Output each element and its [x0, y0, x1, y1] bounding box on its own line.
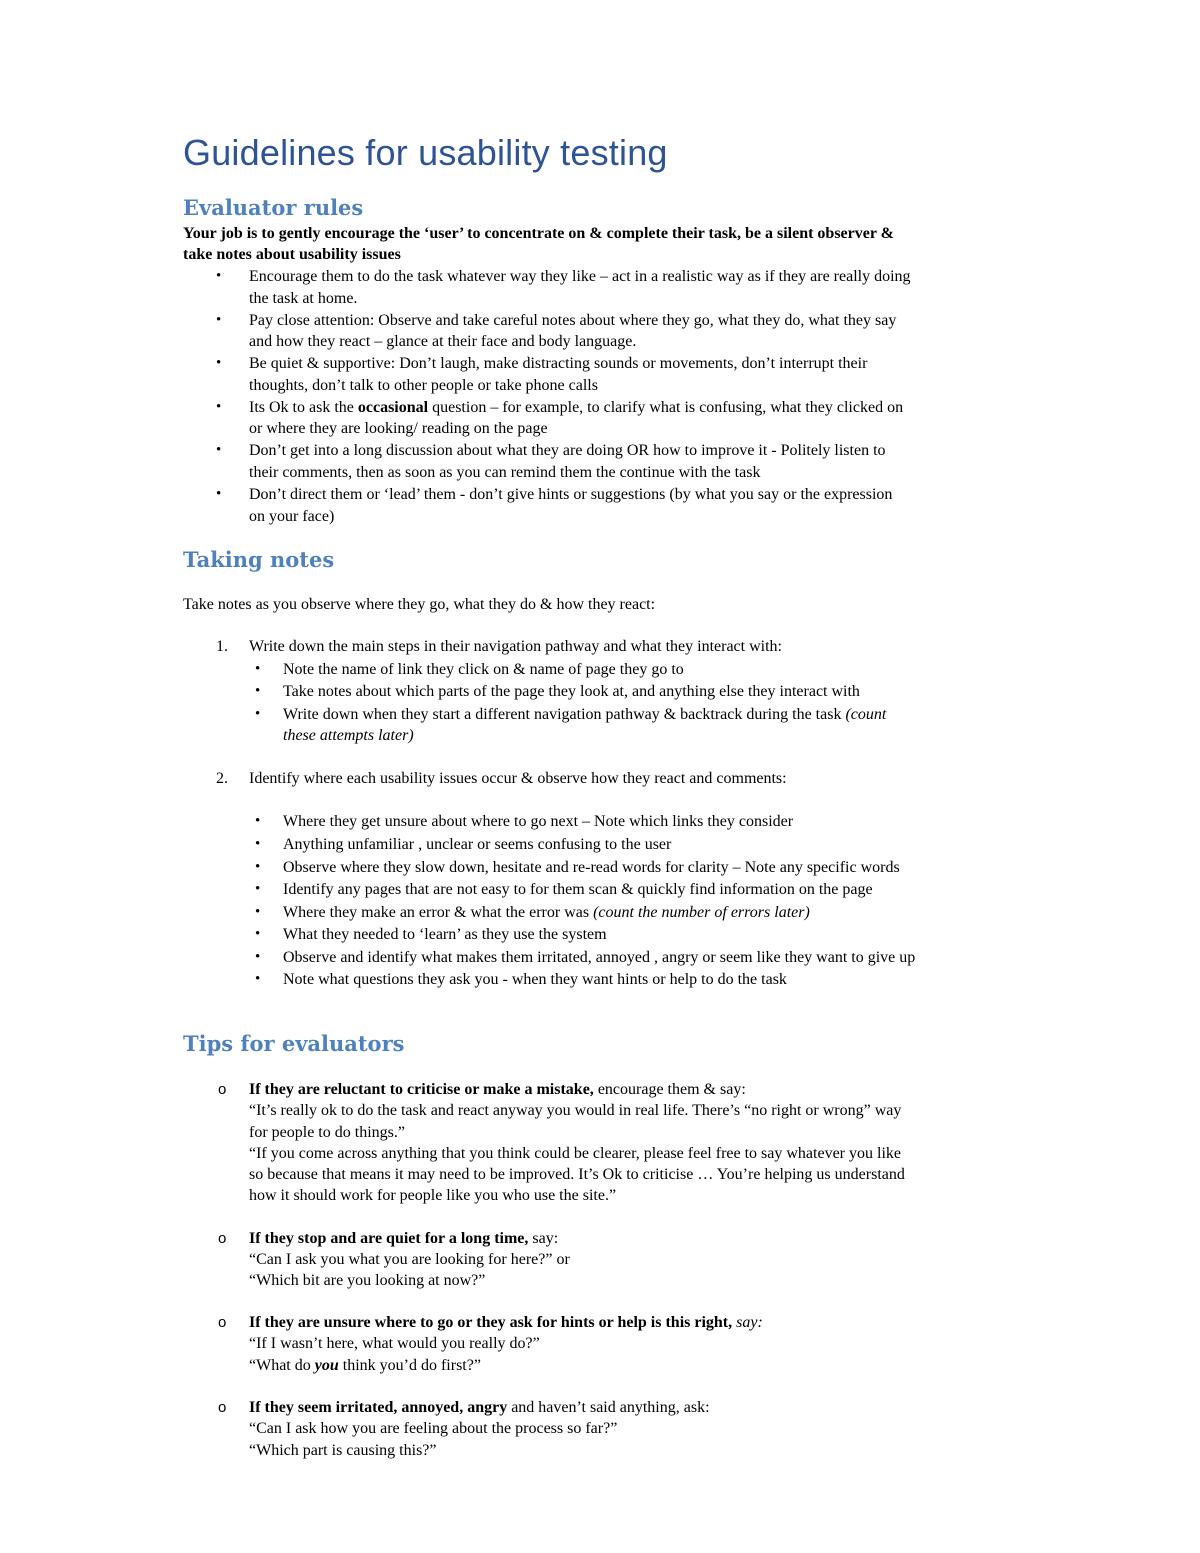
circle-bullet-icon: o [218, 1230, 227, 1247]
tip-1-line-4: so because that means it may need to be improved. It’s Ok to criticise … You’re helping us understand [249, 1166, 905, 1183]
step-2-bullet-8: Note what questions they ask you - when they want hints or help to do the task [283, 971, 787, 988]
circle-bullet-icon: o [218, 1081, 227, 1098]
heading-taking-notes: Taking notes [183, 547, 335, 572]
tip-1-line-5: how it should work for people like you who use the site.” [249, 1187, 617, 1204]
step-1-bullet-3-note-2: these attempts later) [283, 727, 414, 744]
rule-4-line-1 [249, 397, 903, 419]
tip-4-line-2: “Which part is causing this?” [249, 1442, 437, 1459]
bullet-icon: • [216, 312, 222, 328]
rule-6-line-2: on your face) [249, 508, 335, 525]
step-1-bullet-3-line-2 [283, 725, 414, 747]
rule-4-line-2: or where they are looking/ reading on the page [249, 420, 548, 437]
step-2-bullet-5 [283, 902, 810, 924]
tip-1-bold: If they are reluctant to criticise or make a mistake, [249, 1081, 594, 1098]
step-2-bullet-2: Anything unfamiliar , unclear or seems confusing to the user [283, 836, 672, 853]
heading-tips-for-evaluators: Tips for evaluators [183, 1031, 405, 1056]
step-2-number: 2. [216, 770, 228, 787]
tip-4-heading [249, 1397, 710, 1419]
bullet-icon: • [255, 971, 261, 987]
step-2-bullet-7: Observe and identify what makes them irritated, annoyed , angry or seem like they want to give up [283, 949, 916, 966]
page-title: Guidelines for usability testing [183, 132, 668, 173]
step-1-bullet-3-note: (count [845, 706, 887, 723]
step-2-text: Identify where each usability issues occur & observe how they react and comments: [249, 770, 787, 787]
rule-4-text-a: Its Ok to ask the [249, 399, 358, 416]
evaluator-intro-line-2: take notes about usability issues [183, 246, 401, 263]
step-1-bullet-2: Take notes about which parts of the page they look at, and anything else they interact with [283, 683, 860, 700]
step-2-bullet-4: Identify any pages that are not easy to for them scan & quickly find information on the page [283, 881, 873, 898]
tip-1-line-1: “It’s really ok to do the task and react anyway you would in real life. There’s “no right or wrong” way [249, 1102, 902, 1119]
tip-3-line-1: “If I wasn’t here, what would you really do?” [249, 1335, 540, 1352]
step-1-bullet-1: Note the name of link they click on & name of page they go to [283, 661, 684, 678]
bullet-icon: • [216, 355, 222, 371]
bullet-icon: • [255, 706, 261, 722]
tip-4-bold: If they seem irritated, annoyed, angry [249, 1399, 508, 1416]
tip-1-heading [249, 1079, 746, 1101]
bullet-icon: • [255, 859, 261, 875]
bullet-icon: • [255, 881, 261, 897]
step-2-bullet-5-text: Where they make an error & what the error was [283, 904, 594, 921]
bullet-icon: • [255, 683, 261, 699]
rule-5-line-2: their comments, then as soon as you can remind them the continue with the task [249, 464, 761, 481]
bullet-icon: • [255, 949, 261, 965]
step-2-bullet-1: Where they get unsure about where to go next – Note which links they consider [283, 813, 794, 830]
rule-1-line-1: Encourage them to do the task whatever way they like – act in a realistic way as if they are really doing [249, 268, 911, 285]
rule-2-line-1: Pay close attention: Observe and take careful notes about where they go, what they do, what they say [249, 312, 897, 329]
tip-2-line-1: “Can I ask you what you are looking for here?” or [249, 1251, 570, 1268]
tip-1-rest: encourage them & say: [593, 1081, 746, 1098]
bullet-icon: • [216, 399, 222, 415]
bullet-icon: • [255, 926, 261, 942]
step-2-bullet-5-note: (count the number of errors later) [593, 904, 810, 921]
tip-3-rest: say: [732, 1314, 763, 1331]
rule-3-line-2: thoughts, don’t talk to other people or take phone calls [249, 377, 598, 394]
tip-2-heading [249, 1228, 558, 1250]
circle-bullet-icon: o [218, 1399, 227, 1416]
bullet-icon: • [216, 268, 222, 284]
step-1-bullet-3 [283, 704, 886, 726]
circle-bullet-icon: o [218, 1314, 227, 1331]
tip-3-line-2-emphasis: you [314, 1357, 339, 1374]
bullet-icon: • [255, 904, 261, 920]
rule-2-line-2: and how they react – glance at their face and body language. [249, 333, 637, 350]
bullet-icon: • [255, 813, 261, 829]
step-2-bullet-3: Observe where they slow down, hesitate and re-read words for clarity – Note any specific words [283, 859, 900, 876]
tip-3-line-2-a: “What do [249, 1357, 315, 1374]
step-1-number: 1. [216, 638, 228, 655]
tip-3-bold: If they are unsure where to go or they ask for hints or help is this right, [249, 1314, 733, 1331]
taking-notes-intro: Take notes as you observe where they go, what they do & how they react: [183, 596, 656, 613]
rule-5-line-1: Don’t get into a long discussion about what they are doing OR how to improve it - Politely listen to [249, 442, 886, 459]
rule-4-emphasis: occasional [357, 399, 429, 416]
evaluator-intro-line-1: Your job is to gently encourage the ‘user’ to concentrate on & complete their task, be a silent observer & [183, 225, 894, 242]
step-2-bullet-6: What they needed to ‘learn’ as they use the system [283, 926, 607, 943]
heading-evaluator-rules: Evaluator rules [183, 195, 364, 220]
tip-3-line-2-b: think you’d do first?” [338, 1357, 481, 1374]
step-1-bullet-3-text: Write down when they start a different navigation pathway & backtrack during the task [283, 706, 846, 723]
tip-1-line-2: for people to do things.” [249, 1124, 405, 1141]
step-1-text: Write down the main steps in their navigation pathway and what they interact with: [249, 638, 782, 655]
bullet-icon: • [216, 442, 222, 458]
tip-4-line-1: “Can I ask how you are feeling about the process so far?” [249, 1420, 618, 1437]
rule-4-text-b: question – for example, to clarify what is confusing, what they clicked on [428, 399, 904, 416]
tip-3-line-2 [249, 1355, 481, 1377]
tip-2-bold: If they stop and are quiet for a long time, [249, 1230, 529, 1247]
tip-4-rest: and haven’t said anything, ask: [507, 1399, 710, 1416]
bullet-icon: • [216, 486, 222, 502]
tip-3-heading [249, 1312, 763, 1334]
rule-6-line-1: Don’t direct them or ‘lead’ them - don’t give hints or suggestions (by what you say or the expression [249, 486, 893, 503]
tip-2-rest: say: [528, 1230, 559, 1247]
bullet-icon: • [255, 661, 261, 677]
rule-1-line-2: the task at home. [249, 290, 358, 307]
rule-3-line-1: Be quiet & supportive: Don’t laugh, make distracting sounds or movements, don’t interrupt their [249, 355, 868, 372]
tip-2-line-2: “Which bit are you looking at now?” [249, 1272, 486, 1289]
bullet-icon: • [255, 836, 261, 852]
tip-1-line-3: “If you come across anything that you think could be clearer, please feel free to say whatever you like [249, 1145, 901, 1162]
